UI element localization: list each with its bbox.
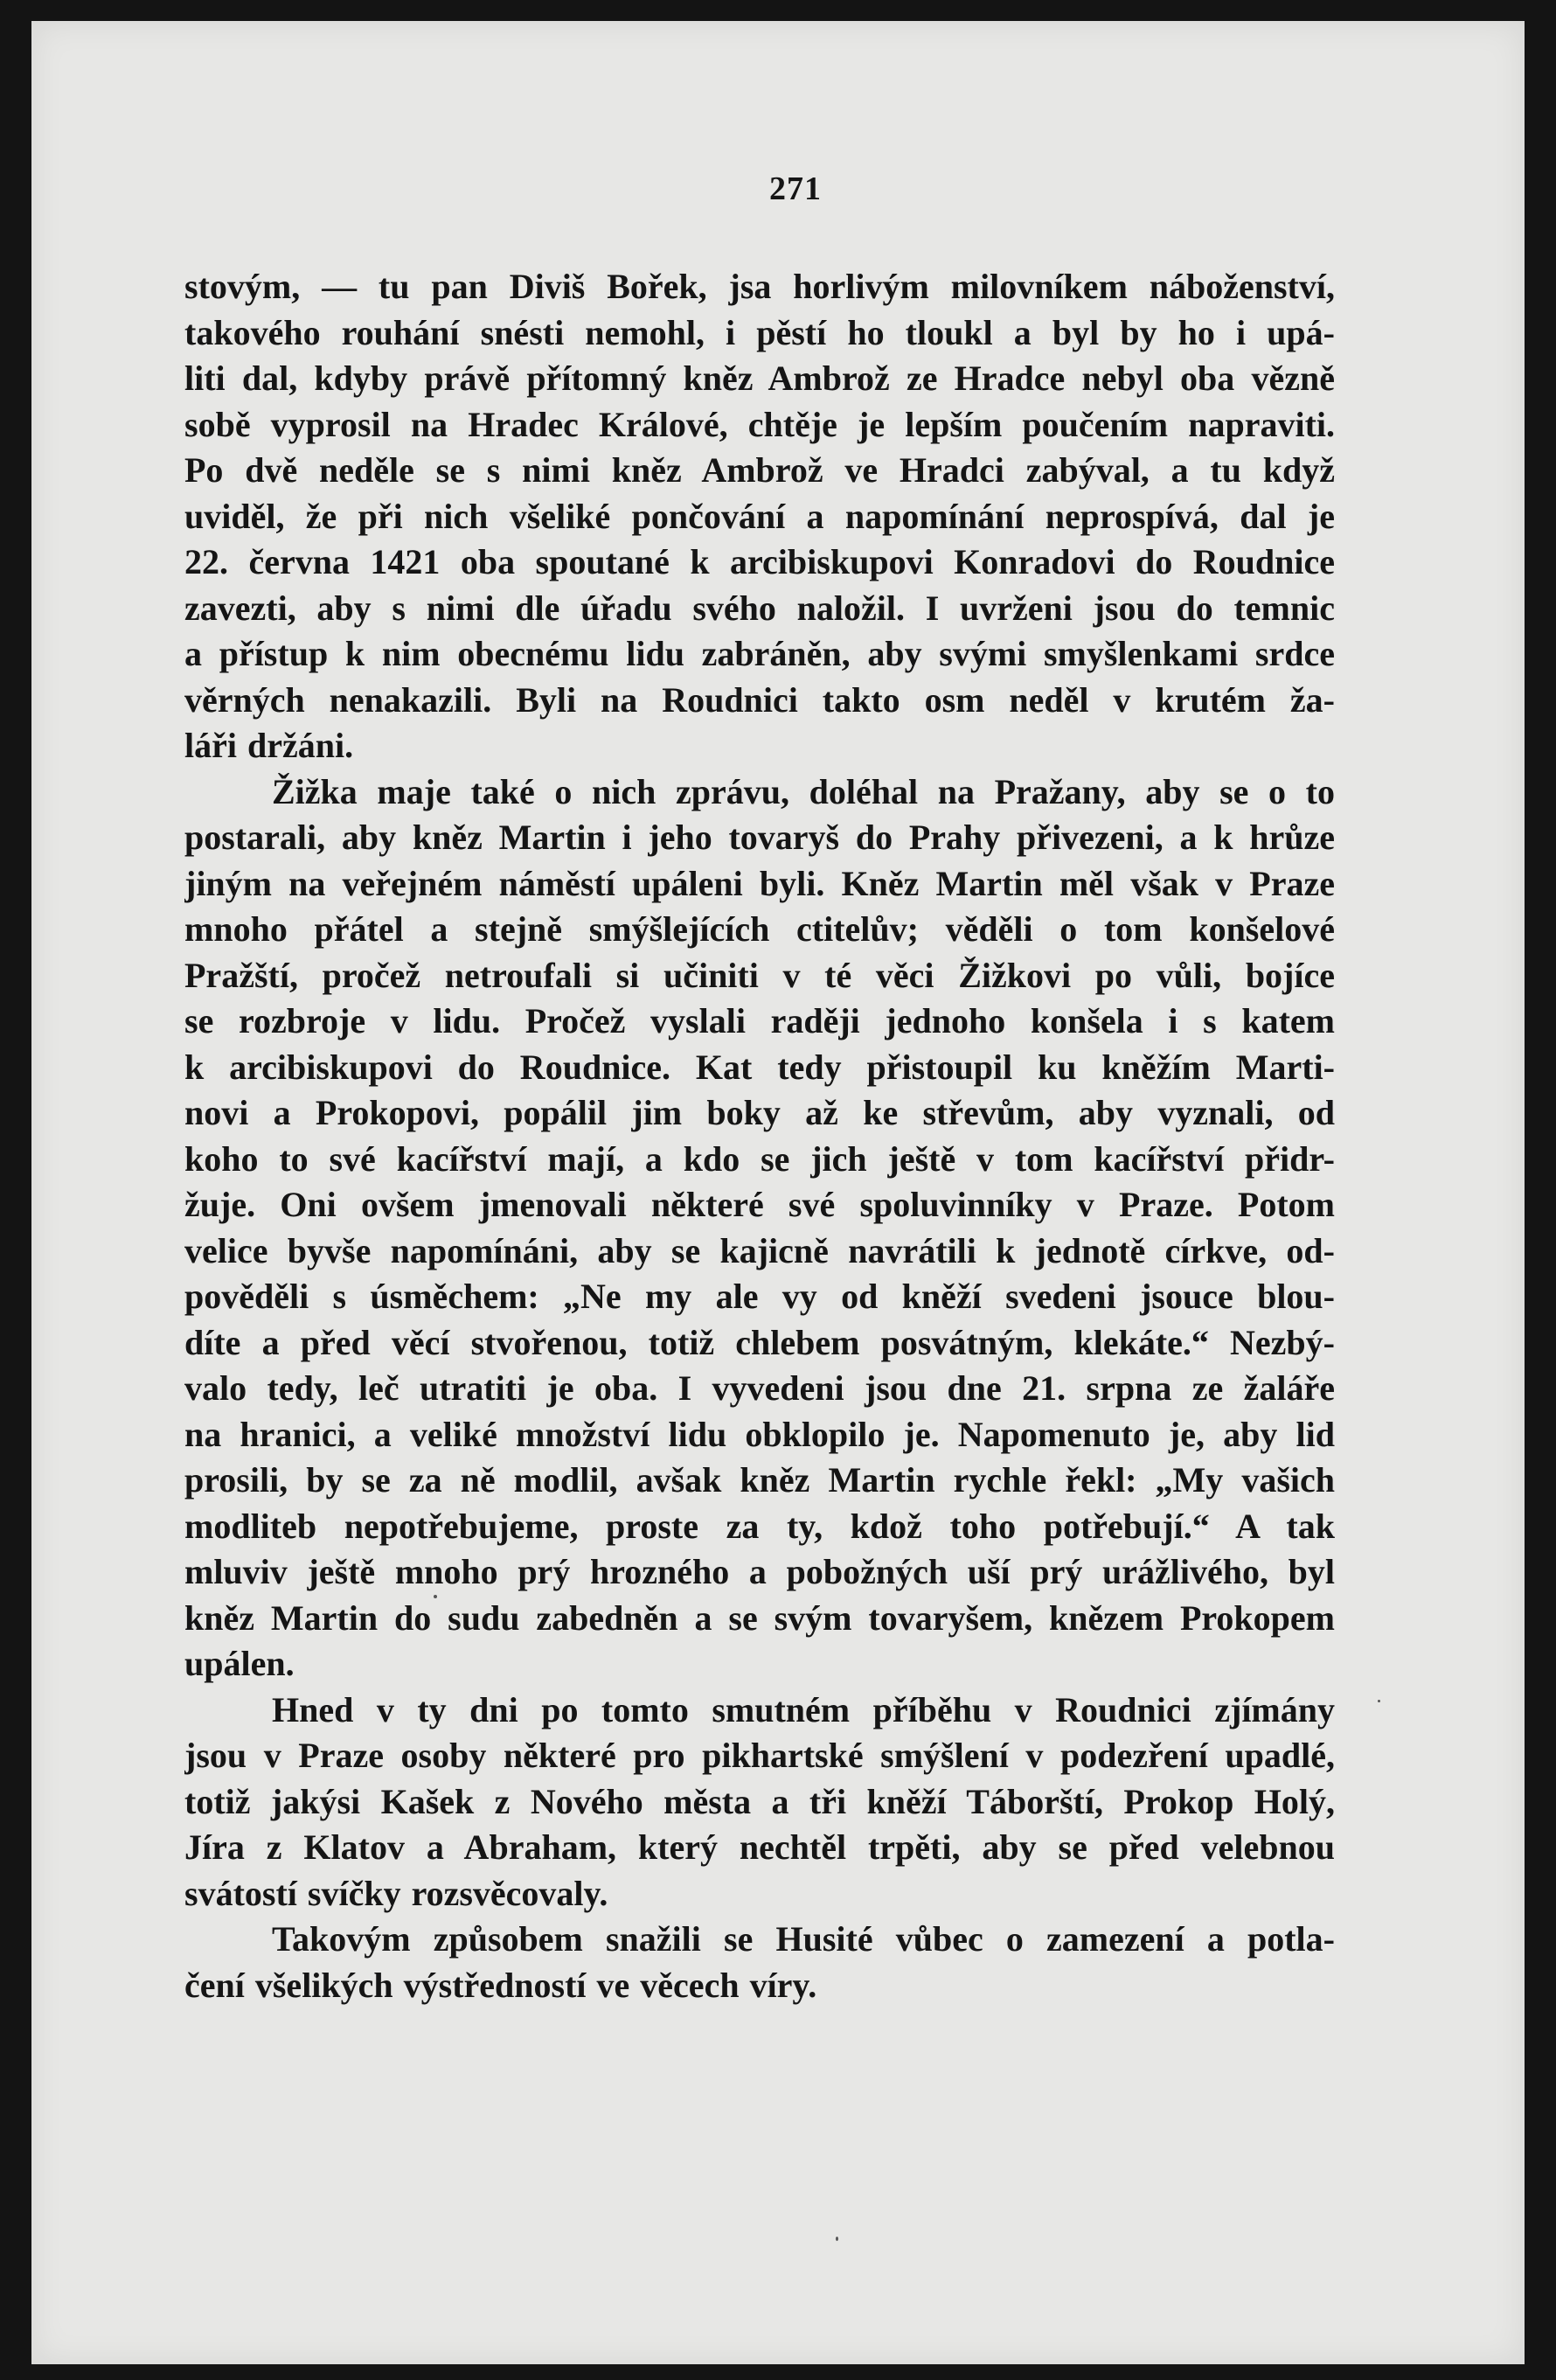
body-text <box>184 264 1335 2008</box>
text-line: mnoho přátel a stejně smýšlejících ctitelův; věděli o tom konšelové <box>184 909 1335 949</box>
text-line: novi a Prokopovi, popálil jim boky až ke střevům, aby vyznali, od <box>184 1093 1335 1132</box>
text-line: takového rouhání snésti nemohl, i pěstí ho tloukl a byl by ho i upá- <box>184 312 1335 352</box>
text-line: na hranici, a veliké množství lidu obklopilo je. Napomenuto je, aby lid <box>184 1414 1335 1454</box>
text-line: a přístup k nim obecnému lidu zabráněn, aby svými smyšlenkami srdce <box>184 634 1335 673</box>
text-line: k arcibiskupovi do Roudnice. Kat tedy přistoupil ku kněžím Marti- <box>184 1047 1335 1087</box>
text-line: Žižka maje také o nich zprávu, doléhal na Pražany, aby se o to <box>272 771 1335 811</box>
text-line: kněz Martin do sudu zabedněn a se svým tovaryšem, knězem Prokopem <box>184 1597 1335 1638</box>
text-line: jsou v Praze osoby některé pro pikhartské smýšlení v podezření upadlé, <box>184 1736 1335 1775</box>
text-line: liti dal, kdyby právě přítomný kněz Ambrož ze Hradce nebyl oba vězně <box>184 358 1335 398</box>
text-line: modliteb nepotřebujeme, proste za ty, kdož toho potřebují.“ A tak <box>184 1506 1335 1546</box>
text-line: díte a před věcí stvořenou, totiž chlebem posvátným, klekáte.“ Nezbý- <box>184 1322 1335 1362</box>
book-page <box>31 21 1525 2364</box>
text-line: Po dvě neděle se s nimi kněz Ambrož ve Hradci zabýval, a tu když <box>184 450 1335 490</box>
text-line: Pražští, pročež netroufali si učiniti v té věci Žižkovi po vůli, bojíce <box>184 955 1335 995</box>
text-line: 22. června 1421 oba spoutané k arcibiskupovi Konradovi do Roudnice <box>184 542 1335 581</box>
text-line: Takovým způsobem snažili se Husité vůbec o zamezení a potla- <box>272 1919 1335 1959</box>
text-line: mluviv ještě mnoho prý hrozného a pobožných uší prý urážlivého, byl <box>184 1552 1335 1591</box>
text-line: zavezti, aby s nimi dle úřadu svého naložil. I uvrženi jsou do temnic <box>184 588 1335 628</box>
text-line: svátostí svíčky rozsvěcovaly. <box>184 1873 608 1913</box>
print-speck <box>434 1595 437 1598</box>
text-line: pověděli s úsměchem: „Ne my ale vy od kněží svedeni jsouce blou- <box>184 1277 1335 1316</box>
text-line: jiným na veřejném náměstí upáleni byli. Kněz Martin měl však v Praze <box>184 863 1335 903</box>
text-line: věrných nenakazili. Byli na Roudnici takto osm neděl v krutém ža- <box>184 679 1335 720</box>
page-number: 271 <box>769 170 822 207</box>
text-line: velice byvše napomínáni, aby se kajicně navrátili k jednotě církve, od- <box>184 1230 1335 1270</box>
text-line: sobě vyprosil na Hradec Králové, chtěje je lepším poučením napraviti. <box>184 404 1335 444</box>
print-speck <box>1378 1700 1380 1702</box>
text-line: čení všelikých výstředností ve věcech víry. <box>184 1965 817 2005</box>
text-line: valo tedy, leč utratiti je oba. I vyvedeni jsou dne 21. srpna ze žaláře <box>184 1368 1335 1408</box>
text-line: postarali, aby kněz Martin i jeho tovaryš do Prahy přivezeni, a k hrůze <box>184 818 1335 857</box>
text-line: koho to své kacířství mají, a kdo se jich ještě v tom kacířství přidr- <box>184 1138 1335 1179</box>
text-line: se rozbroje v lidu. Pročež vyslali raději jednoho konšela i s katem <box>184 1001 1335 1040</box>
text-line: stovým, — tu pan Diviš Bořek, jsa horlivým milovníkem náboženství, <box>184 267 1335 306</box>
text-line: Jíra z Klatov a Abraham, který nechtěl trpěti, aby se před velebnou <box>184 1827 1335 1867</box>
text-line: láři držáni. <box>184 726 354 765</box>
text-line: žuje. Oni ovšem jmenovali některé své spoluvinníky v Praze. Potom <box>184 1185 1335 1224</box>
print-speck <box>836 2237 838 2241</box>
text-line: upálen. <box>184 1644 295 1683</box>
text-line: uviděl, že při nich všeliké pončování a napomínání neprospívá, dal je <box>184 496 1335 536</box>
text-line: totiž jakýsi Kašek z Nového města a tři kněží Táborští, Prokop Holý, <box>184 1781 1335 1821</box>
text-line: prosili, by se za ně modlil, avšak kněz Martin rychle řekl: „My vašich <box>184 1460 1335 1500</box>
text-line: Hned v ty dni po tomto smutném příběhu v Roudnici zjímány <box>272 1689 1335 1729</box>
